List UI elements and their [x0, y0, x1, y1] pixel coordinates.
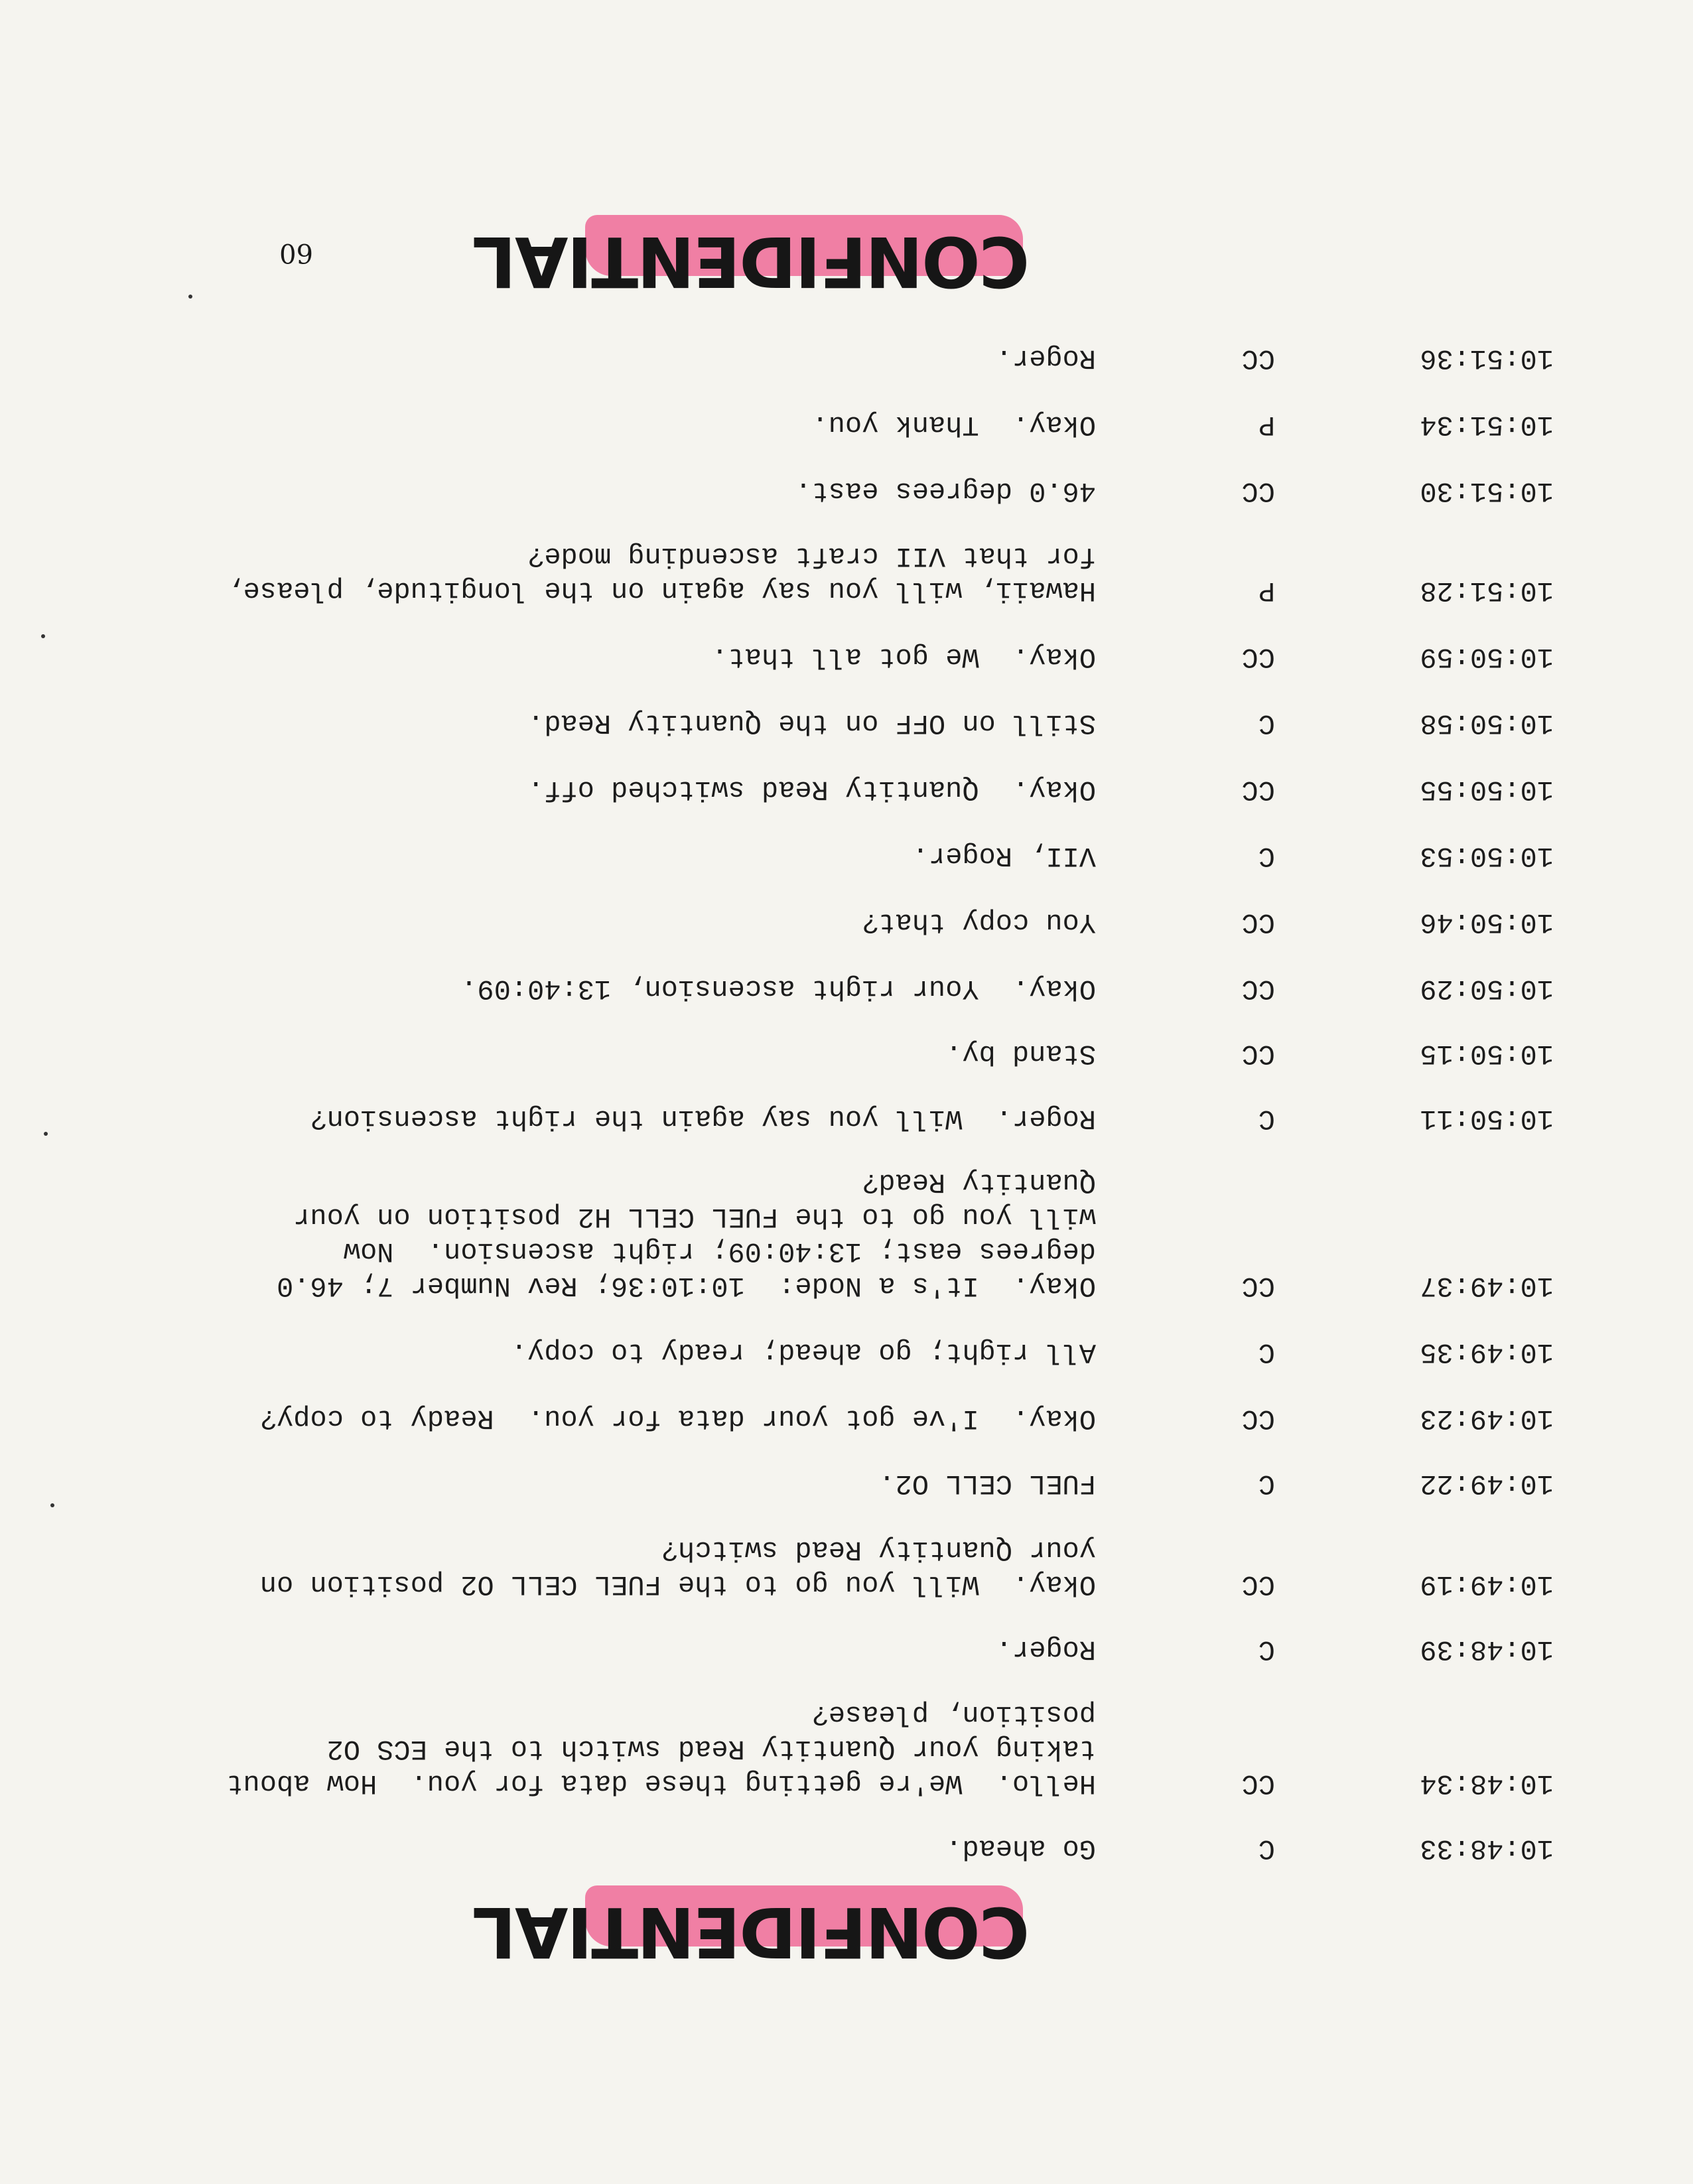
- entry-time: 10:49:37: [1420, 1270, 1554, 1302]
- entry-time: 10:50:29: [1420, 973, 1554, 1004]
- entry-text: Roger. Will you say again the right ascension?: [310, 1103, 1096, 1134]
- stamp-text: CONFIDENTIAL: [473, 221, 1030, 302]
- entry-speaker: CC: [1241, 1767, 1275, 1799]
- entry-time: 10:49:19: [1420, 1568, 1554, 1600]
- entry-speaker: C: [1258, 707, 1275, 739]
- entry-speaker: CC: [1241, 1402, 1275, 1434]
- page-number: 60: [279, 238, 313, 268]
- entry-time: 10:48:39: [1420, 1633, 1554, 1665]
- entry-speaker: C: [1258, 840, 1275, 872]
- entry-time: 10:50:11: [1420, 1103, 1554, 1134]
- entry-text: VII, Roger.: [912, 840, 1096, 872]
- confidential-stamp-bottom: [473, 203, 1030, 303]
- entry-time: 10:50:53: [1420, 840, 1554, 872]
- entry-text: Okay. Will you go to the FUEL CELL O2 position on your Quantity Read switch?: [259, 1534, 1096, 1600]
- entry-text: Okay. It's a Node: 10:10:36; Rev Number 7; 46.0 degrees east; 13:40:09; right ascension. Now will you go to the FUEL CELL H2 position on your Quantity Read?: [276, 1166, 1096, 1302]
- entry-time: 10:50:15: [1420, 1038, 1554, 1069]
- stamp-text: CONFIDENTIAL: [473, 1891, 1030, 1972]
- entry-speaker: CC: [1241, 475, 1275, 507]
- entry-text: Hawaii, will you say again on the longitude, please, for that VII craft ascending mode?: [226, 540, 1096, 606]
- entry-speaker: CC: [1241, 1568, 1275, 1600]
- entry-text: Hello. We're getting these data for you. How about taking your Quantity Read switch to the ECS O2 position, please?: [226, 1698, 1096, 1799]
- entry-time: 10:49:22: [1420, 1467, 1554, 1499]
- entry-speaker: C: [1258, 1633, 1275, 1665]
- entry-time: 10:51:36: [1420, 342, 1554, 374]
- confidential-stamp-top: [473, 1874, 1030, 1973]
- entry-text: All right; go ahead; ready to copy.: [510, 1336, 1096, 1368]
- entry-time: 10:49:35: [1420, 1336, 1554, 1368]
- entry-speaker: CC: [1241, 906, 1275, 938]
- entry-speaker: C: [1258, 1832, 1275, 1864]
- entry-speaker: CC: [1241, 774, 1275, 805]
- entry-text: Okay. I've got your data for you. Ready to copy?: [259, 1402, 1096, 1434]
- entry-text: FUEL CELL O2.: [878, 1467, 1096, 1499]
- entry-time: 10:51:30: [1420, 475, 1554, 507]
- paper-speck: [41, 634, 45, 638]
- entry-text: Okay. Thank you.: [811, 409, 1096, 441]
- entry-time: 10:50:59: [1420, 641, 1554, 673]
- entry-text: Okay. Quantity Read switched off.: [527, 774, 1096, 805]
- entry-time: 10:50:55: [1420, 774, 1554, 805]
- entry-text: Okay. Your right ascension, 13:40:09.: [460, 973, 1096, 1004]
- entry-time: 10:51:28: [1420, 575, 1554, 606]
- entry-text: You copy that?: [862, 906, 1096, 938]
- entry-time: 10:50:46: [1420, 906, 1554, 938]
- paper-speck: [44, 1132, 48, 1136]
- entry-speaker: P: [1258, 575, 1275, 606]
- entry-text: Still on OFF on the Quantity Read.: [527, 707, 1096, 739]
- entry-speaker: CC: [1241, 641, 1275, 673]
- entry-text: Roger.: [995, 342, 1096, 374]
- entry-text: Okay. We got all that.: [711, 641, 1096, 673]
- entry-text: 46.0 degrees east.: [795, 475, 1096, 507]
- entry-text: Roger.: [995, 1633, 1096, 1665]
- entry-speaker: C: [1258, 1336, 1275, 1368]
- entry-text: Stand by.: [945, 1038, 1096, 1069]
- entry-time: 10:49:23: [1420, 1402, 1554, 1434]
- paper-speck: [188, 295, 192, 299]
- entry-speaker: CC: [1241, 973, 1275, 1004]
- entry-text: Go ahead.: [945, 1832, 1096, 1864]
- entry-speaker: CC: [1241, 1038, 1275, 1069]
- entry-time: 10:51:34: [1420, 409, 1554, 441]
- entry-speaker: CC: [1241, 342, 1275, 374]
- entry-speaker: CC: [1241, 1270, 1275, 1302]
- entry-speaker: P: [1258, 409, 1275, 441]
- entry-time: 10:48:34: [1420, 1767, 1554, 1799]
- paper-speck: [50, 1503, 54, 1507]
- entry-time: 10:48:33: [1420, 1832, 1554, 1864]
- entry-speaker: C: [1258, 1467, 1275, 1499]
- entry-speaker: C: [1258, 1103, 1275, 1134]
- entry-time: 10:50:58: [1420, 707, 1554, 739]
